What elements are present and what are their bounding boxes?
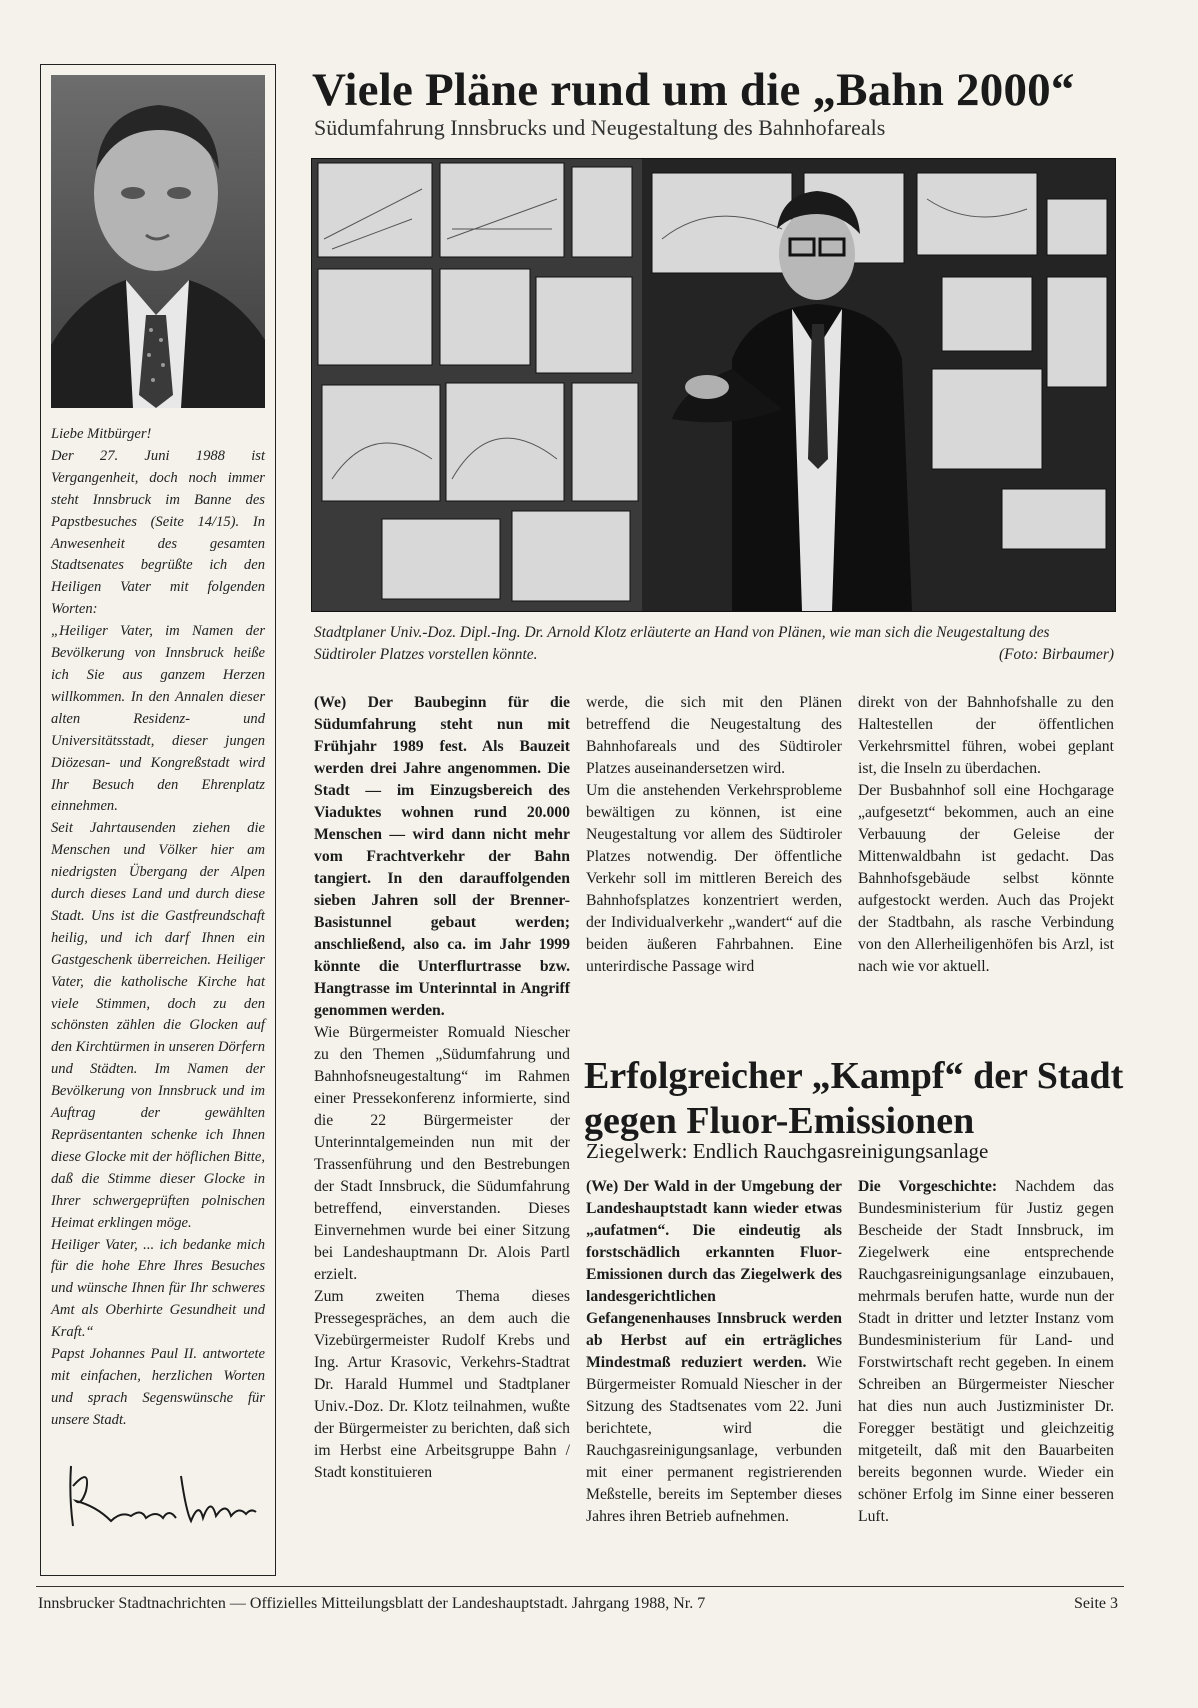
article1-paragraph: Der Busbahnhof soll eine Hochgarage „aufgesetzt“ bekommen, auch an eine Verbauung der Geleise der Mittenwaldbahn ist gedacht. Das Bahnhofsgebäude selbst könnte aufgestockt werden. Auch das Projekt der Stadtbahn, als rasche Verbindung von den Allerheiligenhöfen bis Arzl, ist nach wie vor aktuell. [858, 782, 1114, 975]
photo-caption [314, 622, 1114, 666]
article2-paragraph: Nachdem das Bundesministerium für Justiz gegen Bescheide der Stadt Innsbruck, im Ziegelwerk eine entsprechende Rauchgasreinigungsanlage einzubauen, mehrmals berufen hatte, wurde nun der Stadt in dritter und letzter Instanz vom Bundesministerium für Land- und Forstwirtschaft recht gegeben. In einem Schreiben an Bürgermeister Niescher hat dies nun auch Justizminister Dr. Foregger bestätigt und gleichzeitig mitgeteilt, daß mit den Bauarbeiten bereits begonnen wurde. Wieder ein schöner Erfolg im Sinne einer besseren Luft. [858, 1178, 1114, 1525]
article2-lead-label: Die Vorgeschichte: [858, 1178, 998, 1195]
letter-paragraph: Der 27. Juni 1988 ist Vergangenheit, doch noch immer steht Innsbruck im Banne des Papstbesuches (Seite 14/15). In Anwesenheit des gesamten Stadtsenates begrüßte ich den Heiligen Vater mit folgenden Worten: [51, 447, 265, 618]
mayor-signature [51, 1446, 265, 1536]
page-title: Viele Pläne rund um die „Bahn 2000“ [312, 64, 1075, 116]
letter-paragraph: Papst Johannes Paul II. antwortete mit einfachen, herzlichen Worten und sprach Segenswünsche für unsere Stadt. [51, 1346, 265, 1428]
article1-paragraph: direkt von der Bahnhofshalle zu den Haltestellen der öffentlichen Verkehrsmittel führen, wobei geplant ist, die Inseln zu überdachen. [858, 694, 1114, 777]
mayor-portrait [51, 75, 265, 408]
letter-paragraph: „Heiliger Vater, im Namen der Bevölkerung von Innsbruck heiße ich Sie aus ganzem Herzen willkommen. In den Annalen dieser alten Residenz- und Universitätsstadt, dieser jungen Diözesan- und Kongreßstadt wird Ihr Besuch den Ehrenplatz einnehmen. [51, 623, 265, 815]
page-subtitle: Südumfahrung Innsbrucks und Neugestaltung des Bahnhofareals [314, 115, 886, 140]
footer-rule [36, 1586, 1124, 1587]
page-number: Seite 3 [1074, 1595, 1118, 1612]
letter-text [51, 424, 265, 1432]
footer-text: Innsbrucker Stadtnachrichten — Offizielles Mitteilungsblatt der Landeshauptstadt. Jahrgang 1988, Nr. 7 [38, 1595, 706, 1612]
article2-title: Erfolgreicher „Kampf“ der Stadt gegen Fluor-Emissionen [584, 1055, 1124, 1142]
article2-subtitle: Ziegelwerk: Endlich Rauchgasreinigungsanlage [586, 1139, 989, 1163]
signature-image [51, 1446, 265, 1536]
article1-column-3 [858, 692, 1114, 978]
portrait-image [51, 75, 265, 408]
article1-column-1 [314, 692, 570, 1484]
article2-lead: (We) Der Wald in der Umgebung der Landeshauptstadt kann wieder etwas „aufatmen“. Die eindeutig als forstschädlich erkannten Fluor-Emissionen durch das Ziegelwerk des landesgerichtlichen Gefangenenhauses Innsbruck werden ab Herbst auf ein erträgliches Mindestmaß reduziert werden. [586, 1178, 842, 1371]
planning-photo [311, 158, 1116, 612]
photo-credit: (Foto: Birbaumer) [999, 646, 1114, 663]
mayor-letter-box [40, 64, 276, 1576]
article1-paragraph: werde, die sich mit den Plänen betreffend die Neugestaltung des Bahnhofareals und des Südtiroler Platzes auseinandersetzen wird. [586, 694, 842, 777]
letter-paragraph: Heiliger Vater, ... ich bedanke mich für die hohe Ehre Ihres Besuches und wünsche Ihnen für Ihr schweres Amt als Oberhirte Gesundheit und Kraft.“ [51, 1236, 265, 1341]
article1-paragraph: Wie Bürgermeister Romuald Niescher zu den Themen „Südumfahrung und Bahnhofsneugestaltung“ im Rahmen einer Pressekonferenz informierte, sind die 22 Bürgermeister der Unterinntalgemeinden nun mit der Trassenführung und den Bestrebungen der Stadt Innsbruck, die Südumfahrung betreffend, einverstanden. Dieses Einvernehmen wurde bei einer Sitzung bei Landeshauptmann Dr. Alois Partl erzielt. [314, 1024, 570, 1283]
page-footer [38, 1594, 1118, 1614]
letter-greeting: Liebe Mitbürger! [51, 426, 152, 442]
article1-paragraph: Um die anstehenden Verkehrsprobleme bewältigen zu können, ist eine Neugestaltung vor allem des Südtiroler Platzes notwendig. Der öffentliche Verkehr soll im mittleren Bereich des Bahnhofsplatzes konzentriert werden, der Individualverkehr „wandert“ auf die beiden äußeren Fahrbahnen. Eine unterirdische Passage wird [586, 782, 842, 975]
caption-text: Stadtplaner Univ.-Doz. Dipl.-Ing. Dr. Arnold Klotz erläuterte an Hand von Plänen, wie man sich die Neugestaltung des Südtiroler Platzes vorstellen könnte. [314, 624, 1050, 663]
article1-paragraph: Zum zweiten Thema dieses Pressegespräches, an dem auch die Vizebürgermeister Rudolf Krebs und Ing. Artur Krasovic, Verkehrs-Stadtrat Dr. Harald Hummel und Stadtplaner Univ.-Doz. Dr. Klotz teilnahmen, wußte der Bürgermeister zu berichten, daß sich im Herbst eine Arbeitsgruppe Bahn / Stadt konstituieren [314, 1288, 570, 1481]
article2-column-2 [858, 1176, 1114, 1528]
article1-lead: (We) Der Baubeginn für die Südumfahrung steht nun mit Frühjahr 1989 fest. Als Bauzeit werden drei Jahre angenommen. Die Stadt — im Einzugsbereich des Viaduktes wohnen rund 20.000 Menschen — wird dann nicht mehr vom Frachtverkehr der Bahn tangiert. In den darauffolgenden sieben Jahren soll der Brenner-Basistunnel gebaut werden; anschließend, also ca. im Jahr 1999 könnte die Unterflurtrasse bzw. Hangtrasse im Unterinntal in Angriff genommen werden. [314, 694, 570, 1019]
article2-paragraph: Wie Bürgermeister Romuald Niescher in der Sitzung des Stadtsenates vom 22. Juni berichtete, wird die Rauchgasreinigungsanlage, verbunden mit einer permanent registrierenden Meßstelle, bereits im September dieses Jahres ihren Betrieb aufnehmen. [586, 1354, 842, 1525]
letter-paragraph: Seit Jahrtausenden ziehen die Menschen und Völker hier am niedrigsten Übergang der Alpen durch dieses Land und durch diese Stadt. Uns ist die Gastfreundschaft heilig, und ich darf Ihnen ein Gastgeschenk überreichen. Heiliger Vater, die katholische Kirche hat viele Stimmen, doch zu den schönsten zählen die Glocken auf den Kirchtürmen in unseren Dörfern und Städten. Im Namen der Bevölkerung von Innsbruck und im Auftrag der gewählten Repräsentanten schenke ich Ihnen diese Glocke mit der höflichen Bitte, daß die Stimme dieser Glocke in Ihrer schwergeprüften polnischen Heimat erklingen möge. [51, 820, 265, 1231]
photo-image [312, 159, 1115, 611]
article2-column-1 [586, 1176, 842, 1528]
article1-column-2 [586, 692, 842, 978]
